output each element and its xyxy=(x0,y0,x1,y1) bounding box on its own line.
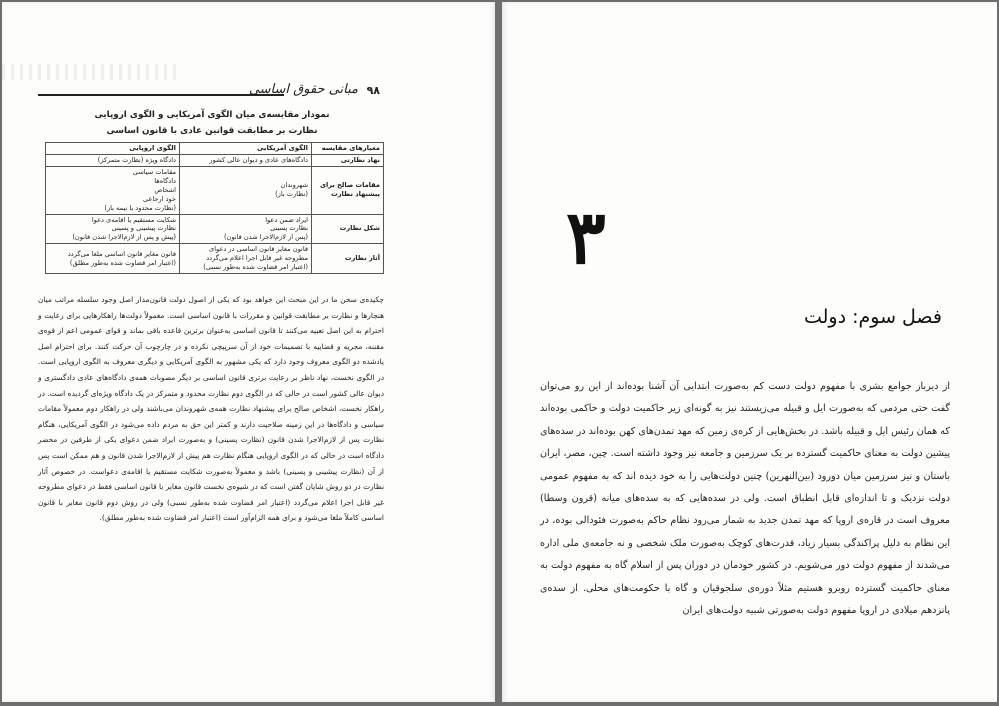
cell-line: اشخاص xyxy=(154,185,176,194)
table-cell-american xyxy=(180,167,312,214)
header-rule xyxy=(38,94,284,96)
table-header-criteria: معیارهای مقایسه xyxy=(312,143,384,155)
table-cell-criterion xyxy=(312,244,384,274)
cell-line: دادگاه‌ها xyxy=(154,176,176,185)
table-cell-european xyxy=(46,244,180,274)
table-cell-american xyxy=(180,155,312,167)
cell-line: (اعتبار امر قضاوت شده به‌طور نسبی) xyxy=(203,262,308,271)
cell-line: شهروندان xyxy=(280,181,308,190)
comparison-table xyxy=(45,142,384,274)
table-cell-criterion xyxy=(312,155,384,167)
cell-line: (نظارت باز) xyxy=(275,190,308,199)
cell-line: نظارت پیشینی و پسینی xyxy=(111,224,176,233)
right-page xyxy=(502,2,997,702)
body-paragraph: از دیرباز جوامع بشری با مفهوم دولت دست کم به‌صورت ابتدایی آن آشنا بوده‌اند از این رو می‌توان گفت حتی مردمی که به‌صورت ایل و قبیله می‌زیستند نیز به گونه‌ای زیر حاکمیت دولت و حاکمی بوده‌اند که همان رئیس ایل و قبیله باشد. در بخش‌هایی از کره‌ی زمین که مهد تمدن‌های کهن بوده‌اند در سده‌های پیشین دولت به معنای حاکمیت گسترده بر یک سرزمین و جامعه نیز وجود داشته است. چین، مصر، ایران باستان و نیز سرزمین میان دورود (بین‌النهرین) چنین دولت‌هایی را به خود دیده اند که به مفهوم عمومی دولت نزدیک و تا اندازه‌ای قابل انطباق است. ولی در سده‌هایی که به سده‌های میانه (قرون وسطا) معروف است در قاره‌ی اروپا که مهد تمدن جدید به شمار می‌رود نظام حاکم به‌صورت فئودالی بوده، در این نظام به دلیل پراکندگی بسیار زیاد، قدرت‌های کوچک به‌صورت ملک شخصی و نه جامعه‌ی ملی اداره می‌شدند از مفهوم دولت دور می‌شویم. در کشور خودمان در دوران پس از اسلام گاه به مفهوم دولت به معنای حاکمیت گسترده روبرو هستیم مثلاً دوره‌ی سلجوقیان و گاه با حکومت‌های محلی. از سده‌ی پانزدهم میلادی در اروپا مفهوم دولت به‌صورتی شبیه دولت‌های ایران xyxy=(540,381,950,617)
cell-line: قانون مغایر قانون اساسی ملغا می‌گردد xyxy=(67,249,176,258)
cell-line: مقامات سیاسی xyxy=(132,168,176,177)
cell-line: (پس از لازم‌الاجرا شدن قانون) xyxy=(223,233,308,242)
running-title: مبانی حقوق اساسی xyxy=(248,82,358,97)
table-cell-european xyxy=(46,214,180,244)
table-cell-european xyxy=(46,155,180,167)
table-row xyxy=(46,167,384,214)
cell-line: (پیش و پس از لازم‌الاجرا شدن قانون) xyxy=(72,233,176,242)
cell-line: شکل نظارت xyxy=(339,224,380,233)
table-title: نمودار مقایسه‌ی میان الگوی آمریکایی و الگوی اروپایی xyxy=(94,110,330,120)
left-body-text xyxy=(38,292,384,526)
table-header-american: الگوی آمریکایی xyxy=(180,143,312,155)
chapter-title: فصل سوم: دولت xyxy=(803,306,942,328)
table-row xyxy=(46,155,384,167)
scan-artifact xyxy=(2,64,182,80)
chapter-number: ۳ xyxy=(566,195,606,281)
cell-line: نهاد نظارتی xyxy=(340,156,380,165)
cell-line: خود ارجاعی xyxy=(142,194,176,203)
cell-line: مطروحه غیر قابل اجرا اعلام می‌گردد xyxy=(206,254,308,263)
running-head xyxy=(38,82,380,104)
right-body-text xyxy=(540,376,950,622)
cell-line: (اعتبار امر قضاوت شده به‌طور مطلق) xyxy=(69,258,176,267)
table-row xyxy=(46,214,384,244)
table-header-european: الگوی اروپایی xyxy=(46,143,180,155)
cell-line: نظارت پسینی xyxy=(270,224,308,233)
cell-line: دادگاه‌های عادی و دیوان عالی کشور xyxy=(209,156,308,165)
page-number: ۹۸ xyxy=(366,84,380,97)
table-cell-european xyxy=(46,167,180,214)
cell-line: شکایت مستقیم یا اقامه‌ی دعوا xyxy=(91,215,176,224)
table-cell-american xyxy=(180,214,312,244)
cell-line: (نظارت محدود یا نیمه باز) xyxy=(104,203,176,212)
table-subtitle: نظارت بر مطابقت قوانین عادی با قانون اساسی xyxy=(106,126,318,136)
table-cell-criterion xyxy=(312,214,384,244)
cell-line: ایراد ضمن دعوا xyxy=(265,215,308,224)
body-paragraph: چکیده‌ی سخن ما در این مبحث این خواهد بود که یکی از اصول دولت قانون‌مدار اصل وجود سلسله مراتب میان هنجارها و نظارت بر مطابقت قوانین و مقررات با قانون اساسی است. معمولاً دولت‌ها راهکارهایی برای رعایت و احترام به این اصل تعبیه می‌کنند تا قانون اساسی به‌عنوان برترین قاعده باقی بماند و قوای عمومی اعم از قوه‌ی مقننه، مجریه و قضاییه با تصمیمات خود از آن سرپیچی نکرده و در چارچوب آن حرکت کنند. برای احترام اصل یادشده دو الگوی معروف وجود دارد که یکی مشهور به الگوی آمریکایی و دیگری معروف به الگوی اروپایی است. در الگوی نخست، نهاد ناظر بر رعایت برتری قانون اساسی بر دیگر مصوبات همه‌ی دادگاه‌های عادی دادگستری و دیوان عالی کشور است در حالی که در الگوی دوم نظارت محدود و متمرکز در یک دادگاه ویژه‌ای گردیده است. در راهکار نخست، اشخاص صالح برای پیشنهاد نظارت همه‌ی شهروندان می‌باشند ولی در راهکار دوم معمولاً مقامات سیاسی و دادگاه‌ها در این زمینه صلاحیت دارند و کمتر این حق به مردم داده می‌شود در الگوی آمریکایی، هنگام نظارت پس از لازم‌الاجرا شدن قانون (نظارت پسینی) و به‌صورت ایراد ضمن دعوای یکی از طرفین در محضر دادگاه است در حالی که در الگوی اروپایی هنگام نظارت هم پیش از لازم‌الاجرا شدن قانون و هم ممکن است پس از آن (نظارت پیشینی و پسینی) باشد و معمولاً به‌صورت شکایت مستقیم یا اقامه‌ی دعواست. در خصوص آثار نظارت در دو روش شایان گفتن است که در شیوه‌ی نخست قانون مغایر با قانون اساسی فقط در دعوای مطروحه غیر قابل اجرا اعلام می‌گردد (اعتبار امر قضاوت شده به‌طور نسبی) ولی در روش دوم قانون مغایر با قانون اساسی کاملاً ملغا می‌شود و برای همه الزام‌آور است (اعتبار امر قضاوت شده به‌طور مطلق). xyxy=(38,295,384,523)
table-cell-criterion xyxy=(312,167,384,214)
left-page xyxy=(2,2,495,702)
cell-line: دادگاه ویژه (نظارت متمرکز) xyxy=(97,156,176,165)
table-row xyxy=(46,244,384,274)
cell-line: مقامات صالح برای xyxy=(319,181,380,190)
table-cell-american xyxy=(180,244,312,274)
cell-line: قانون مغایر قانون اساسی در دعوای xyxy=(209,245,308,254)
table-header-row xyxy=(46,143,384,155)
cell-line: آثار نظارت xyxy=(344,254,380,263)
cell-line: پیشنهاد نظارت xyxy=(331,190,380,199)
